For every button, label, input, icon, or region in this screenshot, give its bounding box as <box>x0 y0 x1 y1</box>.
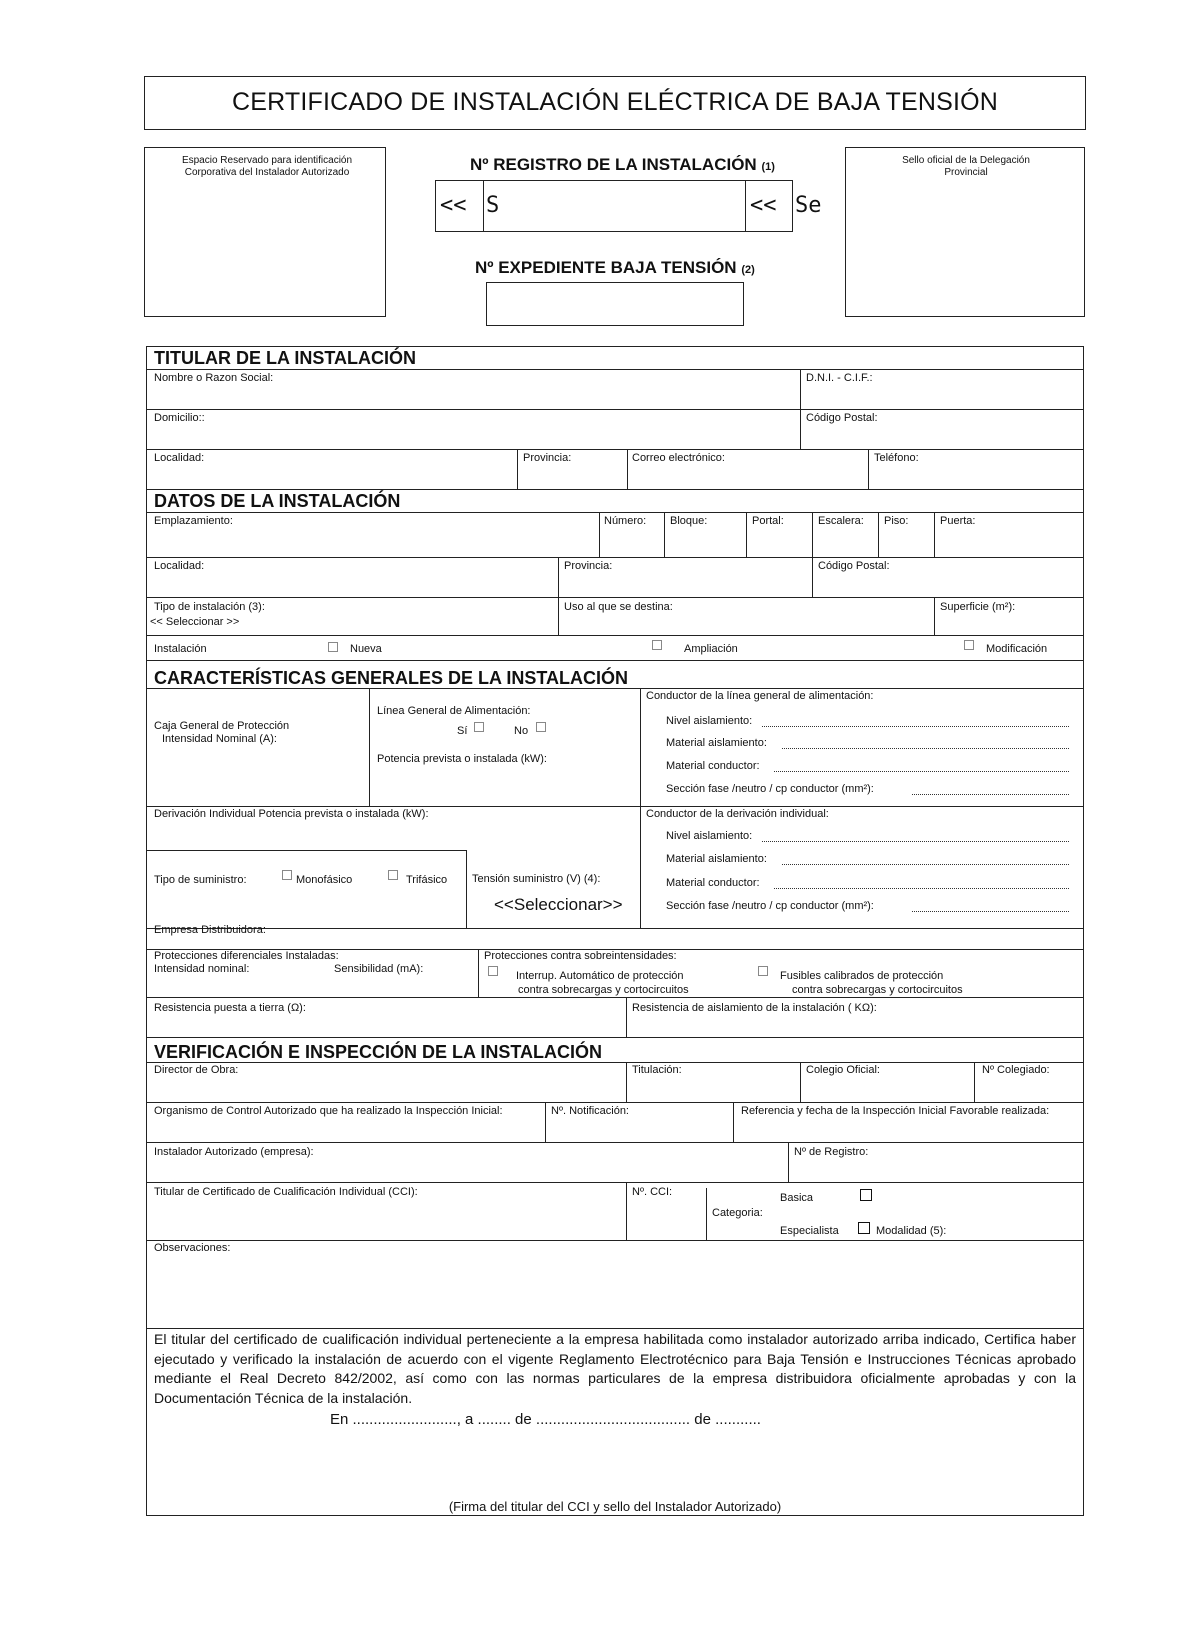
car-linea: Línea General de Alimentación: <box>377 705 531 717</box>
datos-piso[interactable]: Piso: <box>884 515 909 527</box>
checkbox-basica[interactable] <box>860 1189 872 1201</box>
checkbox-especialista[interactable] <box>858 1222 870 1234</box>
ver-director[interactable]: Director de Obra: <box>154 1064 239 1076</box>
datos-heading: DATOS DE LA INSTALACIÓN <box>154 491 401 511</box>
lga-material-cond[interactable]: Material conductor: <box>666 760 760 772</box>
ver-categoria: Categoria: <box>712 1207 763 1219</box>
firma-label: (Firma del titular del CCI y sello del Instalador Autorizado) <box>448 1499 782 1514</box>
ver-colegio[interactable]: Colegio Oficial: <box>806 1064 880 1076</box>
datos-cp[interactable]: Código Postal: <box>818 560 890 572</box>
expediente-field[interactable] <box>486 282 744 326</box>
car-interrup-1: Interrup. Automático de protección <box>516 970 684 982</box>
car-prot-sobre: Protecciones contra sobreintensidades: <box>484 950 677 962</box>
car-tipo-suministro: Tipo de suministro: <box>154 874 247 886</box>
car-prot-dif: Protecciones diferenciales Instaladas: <box>154 950 339 962</box>
datos-instalacion: Instalación <box>154 643 207 655</box>
car-no: No <box>514 725 529 737</box>
registro-select-1[interactable]: << <box>440 193 467 218</box>
di-material-cond[interactable]: Material conductor: <box>666 877 760 889</box>
sello-label: Sello oficial de la Delegación Provincial <box>902 155 1030 178</box>
car-monofasico: Monofásico <box>296 874 353 886</box>
datos-emplazamiento[interactable]: Emplazamiento: <box>154 515 233 527</box>
di-seccion[interactable]: Sección fase /neutro / cp conductor (mm²): <box>666 900 874 912</box>
ver-registro[interactable]: Nº de Registro: <box>794 1146 869 1158</box>
car-resistencia-aisl[interactable]: Resistencia de aislamiento de la instalación ( KΩ): <box>632 1002 877 1014</box>
car-intensidad[interactable]: Intensidad Nominal (A): <box>162 733 277 745</box>
checkbox-si[interactable] <box>474 722 484 732</box>
checkbox-no[interactable] <box>536 722 546 732</box>
expediente-label <box>475 258 755 280</box>
expediente-label-text: Nº EXPEDIENTE BAJA TENSIÓN <box>475 258 737 277</box>
datos-numero[interactable]: Número: <box>604 515 647 527</box>
car-interrup-2: contra sobrecargas y cortocircuitos <box>518 984 689 996</box>
registro-note: (1) <box>761 161 775 173</box>
expediente-note: (2) <box>741 264 755 276</box>
verificacion-heading: VERIFICACIÓN E INSPECCIÓN DE LA INSTALACIÓN <box>154 1042 603 1062</box>
titular-nombre[interactable]: Nombre o Razon Social: <box>154 372 274 384</box>
ver-referencia[interactable]: Referencia y fecha de la Inspección Inicial Favorable realizada: <box>741 1105 1050 1117</box>
lga-seccion[interactable]: Sección fase /neutro / cp conductor (mm²): <box>666 783 874 795</box>
ver-titulacion[interactable]: Titulación: <box>632 1064 682 1076</box>
ver-instalador[interactable]: Instalador Autorizado (empresa): <box>154 1146 314 1158</box>
datos-tipo-select[interactable]: << Seleccionar >> <box>150 616 240 628</box>
lugar-fecha[interactable]: En ........................., a ........ de ..................................... de ........... <box>330 1411 761 1428</box>
datos-uso[interactable]: Uso al que se destina: <box>564 601 673 613</box>
di-nivel[interactable]: Nivel aislamiento: <box>666 830 753 842</box>
datos-localidad[interactable]: Localidad: <box>154 560 205 572</box>
datos-escalera[interactable]: Escalera: <box>818 515 864 527</box>
car-conductor-di: Conductor de la derivación individual: <box>646 808 829 820</box>
titular-dni[interactable]: D.N.I. - C.I.F.: <box>806 372 873 384</box>
registro-value-2[interactable]: Se <box>795 193 822 218</box>
car-conductor-lga: Conductor de la línea general de alimentación: <box>646 690 874 702</box>
datos-portal[interactable]: Portal: <box>752 515 784 527</box>
page-title: CERTIFICADO DE INSTALACIÓN ELÉCTRICA DE BAJA TENSIÓN <box>231 88 999 116</box>
titular-domicilio[interactable]: Domicilio:: <box>154 412 205 424</box>
checkbox-modificacion[interactable] <box>964 640 974 650</box>
datos-modificacion: Modificación <box>986 643 1048 655</box>
ver-notificacion[interactable]: Nº. Notificación: <box>551 1105 629 1117</box>
titular-telefono[interactable]: Teléfono: <box>874 452 919 464</box>
registro-value-1[interactable]: S <box>486 193 500 218</box>
car-fusibles-1: Fusibles calibrados de protección <box>780 970 944 982</box>
reserved-space-label: Espacio Reservado para identificación Corporativa del Instalador Autorizado <box>181 155 353 178</box>
ver-especialista: Especialista <box>780 1225 839 1237</box>
car-potencia[interactable]: Potencia prevista o instalada (kW): <box>377 753 547 765</box>
car-tension: Tensión suministro (V) (4): <box>472 873 601 885</box>
car-int-nominal[interactable]: Intensidad nominal: <box>154 963 250 975</box>
ver-observaciones[interactable]: Observaciones: <box>154 1242 231 1254</box>
registro-select-2[interactable]: << <box>750 193 777 218</box>
titular-heading: TITULAR DE LA INSTALACIÓN <box>154 348 416 368</box>
car-empresa[interactable]: Empresa Distribuidora: <box>154 924 266 936</box>
datos-provincia[interactable]: Provincia: <box>564 560 613 572</box>
titular-provincia[interactable]: Provincia: <box>523 452 572 464</box>
ver-num-cci[interactable]: Nº. CCI: <box>632 1186 673 1198</box>
caracteristicas-heading: CARACTERÍSTICAS GENERALES DE LA INSTALACIÓN <box>154 668 629 688</box>
datos-puerta[interactable]: Puerta: <box>940 515 976 527</box>
registro-label <box>470 155 775 177</box>
lga-nivel[interactable]: Nivel aislamiento: <box>666 715 753 727</box>
checkbox-trifasico[interactable] <box>388 870 398 880</box>
car-tension-select[interactable]: <<Seleccionar>> <box>494 895 623 914</box>
checkbox-fusibles[interactable] <box>758 966 768 976</box>
certificacion-text: El titular del certificado de cualificación individual perteneciente a la empresa habilitada como instalador autorizado arriba indicado, Certifica haber ejecutado y verificado la instalación de acuerdo con el vigente Reglamento Electrotécnico para Baja Tensión e Instrucciones Técnicas aprobado mediante el Real Decreto 842/2002, así como con las normas particulares de la empresa distribuidora oficialmente aprobadas y con la Documentación Técnica de la instalación. <box>154 1331 1076 1406</box>
datos-nueva: Nueva <box>350 643 382 655</box>
titular-localidad[interactable]: Localidad: <box>154 452 205 464</box>
car-trifasico: Trifásico <box>406 874 448 886</box>
lga-material-aisl[interactable]: Material aislamiento: <box>666 737 767 749</box>
checkbox-monofasico[interactable] <box>282 870 292 880</box>
di-material-aisl[interactable]: Material aislamiento: <box>666 853 767 865</box>
titular-cp[interactable]: Código Postal: <box>806 412 878 424</box>
car-caja: Caja General de Protección <box>154 720 290 732</box>
car-derivacion[interactable]: Derivación Individual Potencia prevista o instalada (kW): <box>154 808 429 820</box>
ver-titular-cci[interactable]: Titular de Certificado de Cualificación Individual (CCI): <box>154 1186 418 1198</box>
checkbox-nueva[interactable] <box>328 642 338 652</box>
car-sensibilidad[interactable]: Sensibilidad (mA): <box>334 963 424 975</box>
car-resistencia-tierra[interactable]: Resistencia puesta a tierra (Ω): <box>154 1002 306 1014</box>
checkbox-interruptor[interactable] <box>488 966 498 976</box>
titular-correo[interactable]: Correo electrónico: <box>632 452 725 464</box>
ver-modalidad[interactable]: Modalidad (5): <box>876 1225 947 1237</box>
car-fusibles-2: contra sobrecargas y cortocircuitos <box>792 984 963 996</box>
checkbox-ampliacion[interactable] <box>652 640 662 650</box>
datos-superficie[interactable]: Superficie (m²): <box>940 601 1016 613</box>
datos-ampliacion: Ampliación <box>684 643 738 655</box>
datos-tipo: Tipo de instalación (3): <box>154 601 265 613</box>
ver-basica: Basica <box>780 1192 814 1204</box>
car-si: Sí <box>457 725 468 737</box>
ver-organismo[interactable]: Organismo de Control Autorizado que ha realizado la Inspección Inicial: <box>154 1105 503 1117</box>
registro-label-text: Nº REGISTRO DE LA INSTALACIÓN <box>470 155 757 174</box>
ver-colegiado[interactable]: Nº Colegiado: <box>982 1064 1050 1076</box>
datos-bloque[interactable]: Bloque: <box>670 515 708 527</box>
